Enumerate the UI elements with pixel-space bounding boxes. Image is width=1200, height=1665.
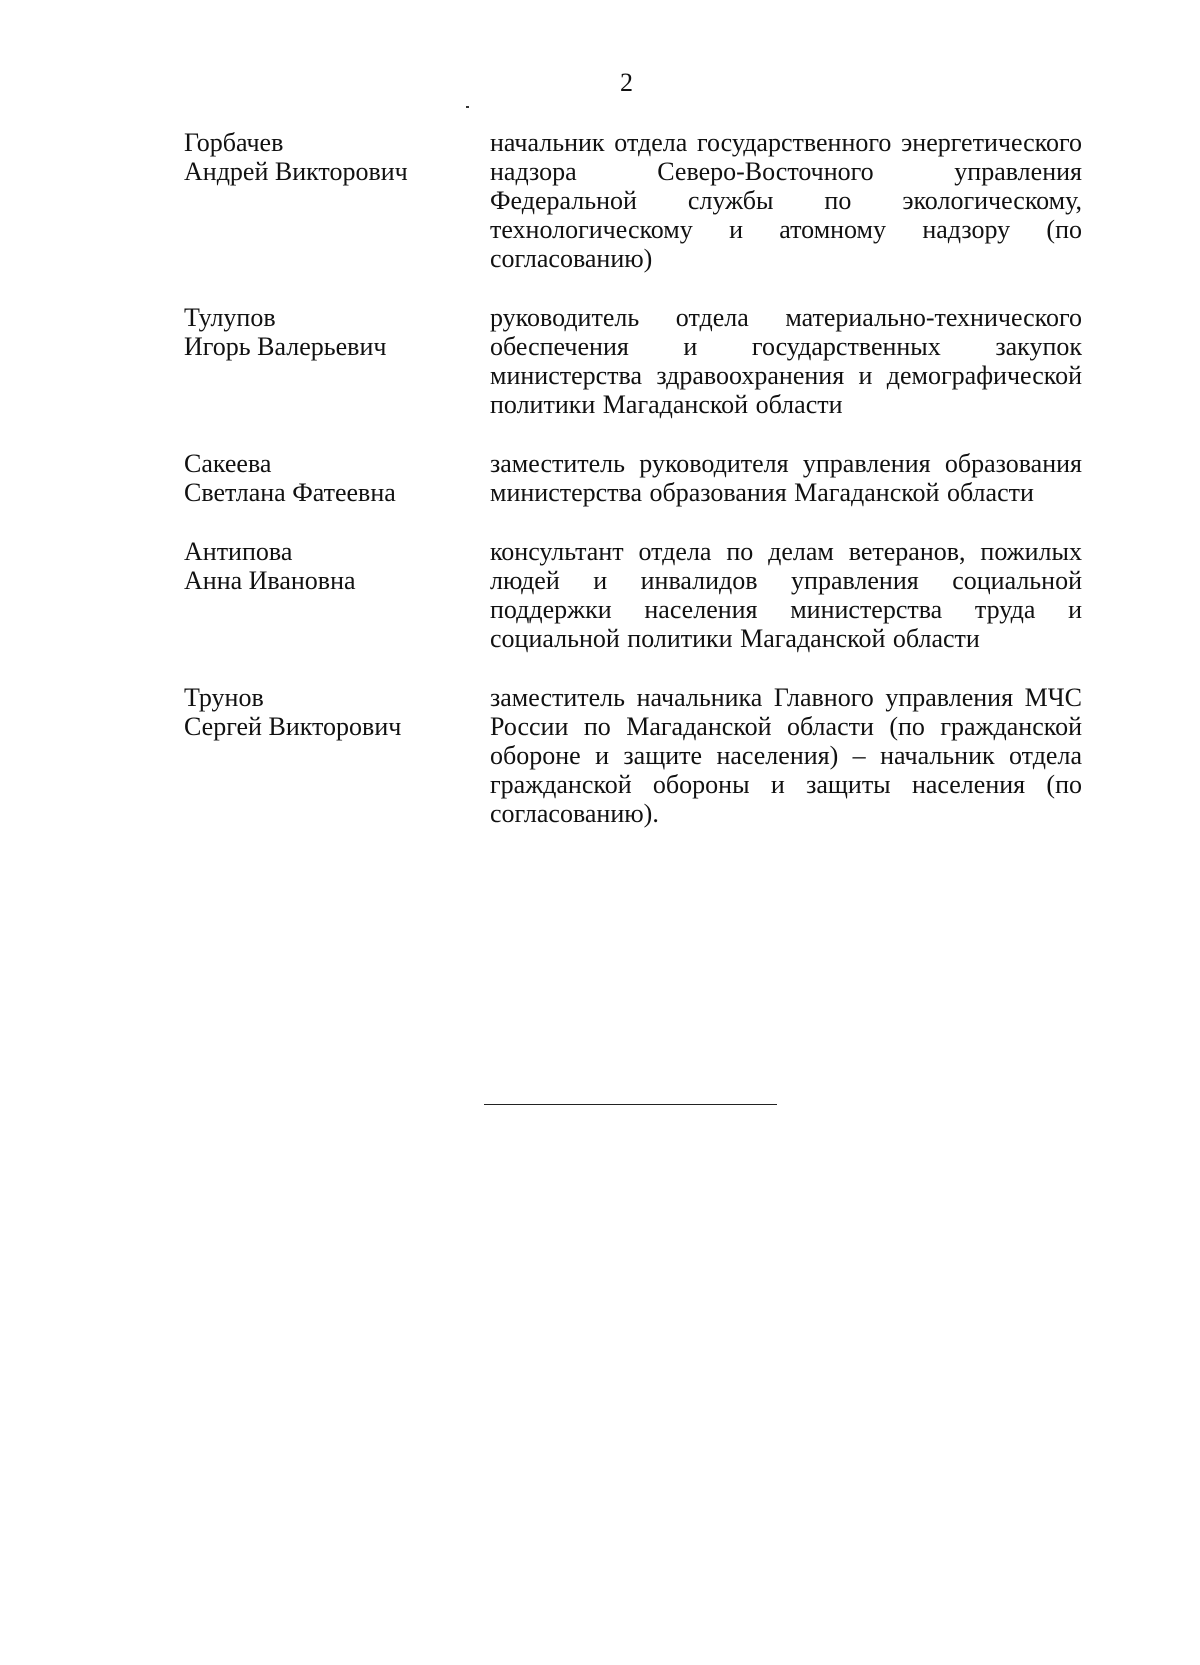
member-surname: Трунов [184,683,264,712]
member-given-names: Сергей Викторович [184,712,402,741]
member-given-names: Игорь Валерьевич [184,332,387,361]
member-given-names: Светлана Фатеевна [184,478,396,507]
member-entry [184,128,1082,273]
member-position: начальник отдела государственного энергетического надзора Северо-Восточного управления Федеральной службы по экологическому, технологическому и атомному надзору (по согласованию) [490,128,1082,273]
page-number: 2 [620,68,633,97]
member-position: руководитель отдела материально-технического обеспечения и государственных закупок министерства здравоохранения и демографической политики Магаданской области [490,303,1082,419]
member-given-names: Анна Ивановна [184,566,356,595]
end-of-list-rule [484,1104,777,1105]
member-position: заместитель руководителя управления образования министерства образования Магаданской области [490,449,1082,507]
member-position: консультант отдела по делам ветеранов, пожилых людей и инвалидов управления социальной поддержки населения министерства труда и социальной политики Магаданской области [490,537,1082,653]
member-name [184,128,490,273]
member-position: заместитель начальника Главного управления МЧС России по Магаданской области (по гражданской обороне и защите населения) – начальник отдела гражданской обороны и защиты населения (по согласованию). [490,683,1082,828]
member-entry [184,683,1082,828]
member-list [184,128,1082,828]
member-name [184,303,490,419]
scan-speck [466,106,469,108]
member-given-names: Андрей Викторович [184,157,408,186]
member-name [184,537,490,653]
member-entry [184,537,1082,653]
member-surname: Горбачев [184,128,284,157]
member-surname: Тулупов [184,303,276,332]
member-surname: Сакеева [184,449,272,478]
member-surname: Антипова [184,537,293,566]
member-name [184,449,490,507]
member-entry [184,449,1082,507]
member-entry [184,303,1082,419]
member-name [184,683,490,828]
